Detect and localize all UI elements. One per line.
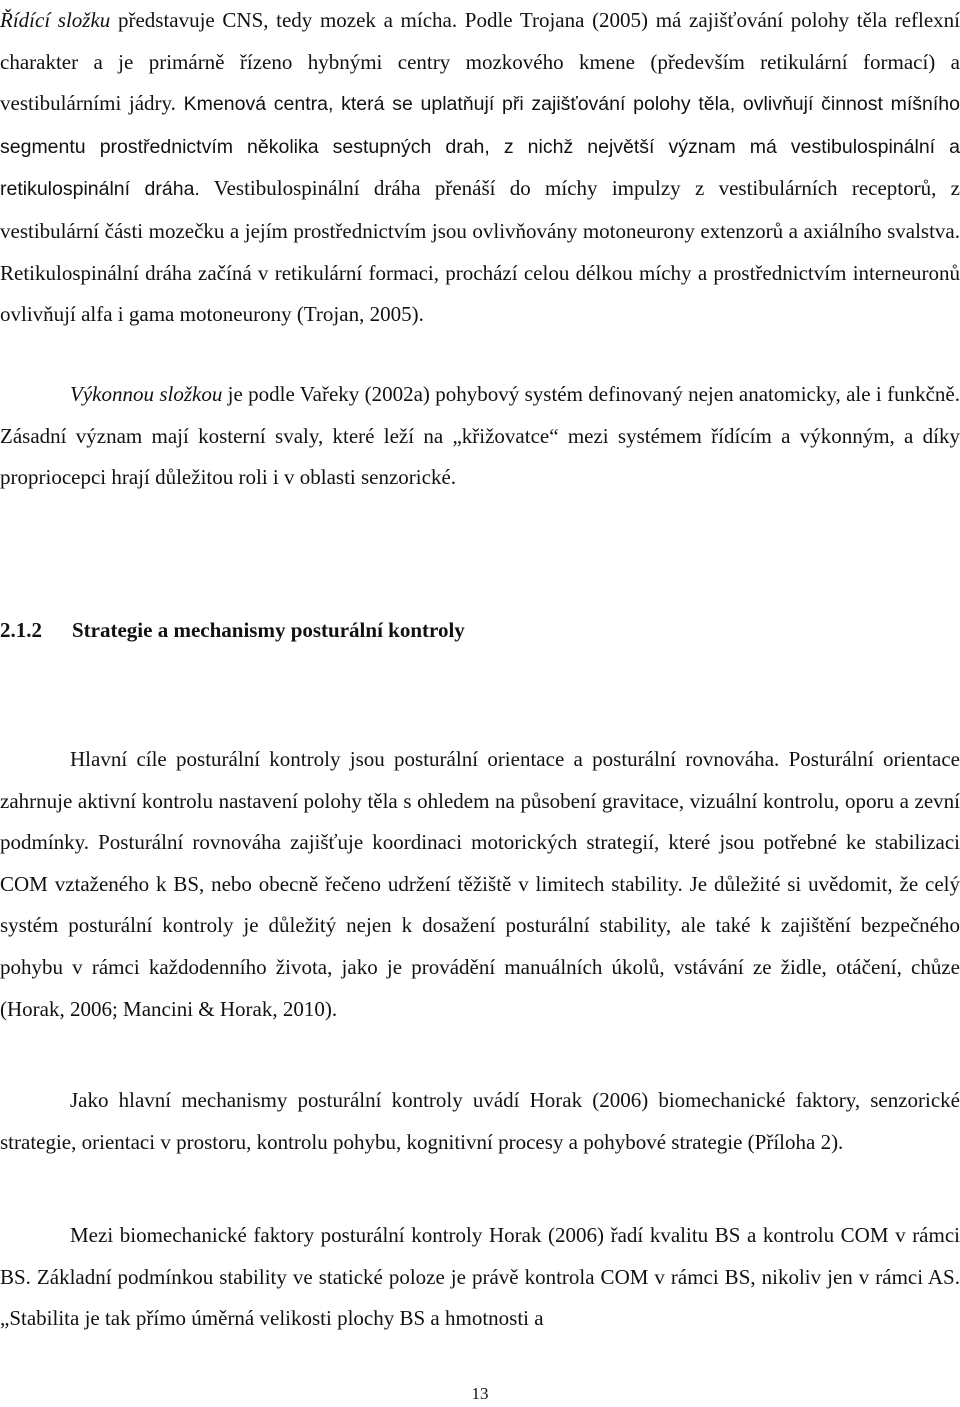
paragraph-executive-component bbox=[0, 374, 960, 499]
paragraph-biomechanical-factors: Mezi biomechanické faktory posturální kontroly Horak (2006) řadí kvalitu BS a kontrolu COM v rámci BS. Základní podmínkou stability ve statické poloze je právě kontrola COM v rámci BS, nikoliv jen v rámci AS. „Stabilita je tak přímo úměrná velikosti plochy BS a hmotnosti a bbox=[0, 1223, 960, 1331]
italic-term: Výkonnou složkou bbox=[70, 382, 223, 406]
page-number: 13 bbox=[471, 1384, 489, 1403]
paragraph-text: představuje CNS, tedy mozek a mícha. Podle Trojana (2005) má zajišťování polohy těla reflexní charakter a je primárně řízeno hybnými centry mozkového kmene (především retikulární formací) a vestibulárními jádry. bbox=[0, 8, 960, 116]
paragraph-postural-goals: Hlavní cíle posturální kontroly jsou posturální orientace a posturální rovnováha. Posturální orientace zahrnuje aktivní kontrolu nastavení polohy těla s ohledem na působení gravitace, vizuální kontrolu, oporu a zevní podmínky. Posturální rovnováha zajišťuje koordinaci motorických strategií, které jsou potřebné ke stabilizaci COM vztaženého k BS, nebo obecně řečeno udržení těžiště v limitech stability. Je důležité si uvědomit, že celý systém posturální kontroly je důležitý nejen k dosažení posturální stability, ale také k zajištění bezpečného pohybu v rámci každodenního života, jako je provádění manuálních úkolů, vstávání ze židle, otáčení, chůze (Horak, 2006; Mancini & Horak, 2010). bbox=[0, 747, 960, 1021]
paragraph-text-sans: Kmenová centra, která se uplatňují při zajišťování polohy těla, ovlivňují činnost míšního segmentu prostřednictvím několika sestupných drah, z nichž největší význam má vestibulospinální a retikulospinální dráha. bbox=[0, 93, 960, 201]
section-number: 2.1.2 bbox=[0, 618, 42, 642]
paragraph-mechanisms: Jako hlavní mechanismy posturální kontroly uvádí Horak (2006) biomechanické faktory, senzorické strategie, orientaci v prostoru, kontrolu pohybu, kognitivní procesy a pohybové strategie (Příloha 2). bbox=[0, 1088, 960, 1154]
paragraph-text: je podle Vařeky (2002a) pohybový systém definovaný nejen anatomicky, ale i funkčně. Zásadní význam mají kosterní svaly, které leží na „křižovatce“ mezi systémem řídícím a výkonným, a díky propriocepci hrají důležitou roli i v oblasti senzorické. bbox=[0, 382, 960, 490]
italic-term: Řídící složku bbox=[0, 8, 111, 32]
section-heading bbox=[0, 612, 960, 648]
section-title: Strategie a mechanismy posturální kontroly bbox=[72, 618, 465, 642]
paragraph-control-component bbox=[0, 0, 960, 336]
paragraph-text: Vestibulospinální dráha přenáší do míchy impulzy z vestibulárních receptorů, z vestibulární části mozečku a jejím prostřednictvím jsou ovlivňovány motoneurony extenzorů a axiálního svalstva. Retikulospinální dráha začíná v retikulární formaci, prochází celou délkou míchy a prostřednictvím interneuronů ovlivňují alfa i gama motoneurony (Trojan, 2005). bbox=[0, 176, 960, 327]
